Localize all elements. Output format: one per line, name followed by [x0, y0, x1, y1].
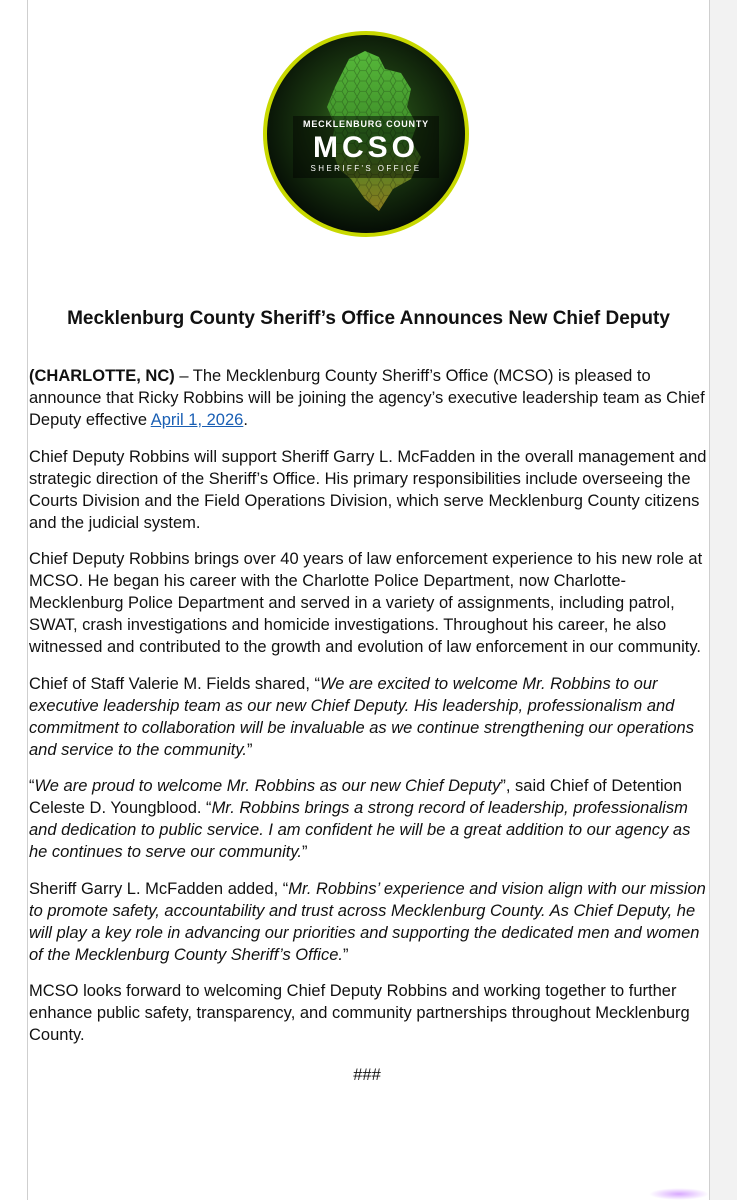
- fields-end: ”: [246, 740, 253, 759]
- page-margin-line: [27, 0, 28, 1200]
- fields-lead: Chief of Staff Valerie M. Fields shared, “: [29, 674, 321, 693]
- paragraph-mcfadden-quote: [29, 878, 713, 966]
- mcso-seal-graphic: [261, 29, 471, 239]
- paragraph-experience: Chief Deputy Robbins brings over 40 years of law enforcement experience to his new role at MCSO. He began his career with the Charlotte Police Department, now Charlotte-Mecklenburg Police Department and served in a variety of assignments, including patrol, SWAT, crash investigations and homicide investigations. Throughout his career, he also witnessed and contributed to the growth and evolution of law enforcement in our community.: [29, 550, 703, 656]
- paragraph-fields-quote: [29, 673, 713, 761]
- youngblood-open: “: [29, 777, 35, 795]
- headline: Mecklenburg County Sheriff’s Office Announces New Chief Deputy: [67, 308, 670, 329]
- logo-top-text: MECKLENBURG COUNTY: [303, 119, 429, 129]
- logo-main-text: MCSO: [313, 131, 419, 164]
- dateline: (CHARLOTTE, NC): [29, 367, 175, 385]
- youngblood-quote-1: We are proud to welcome Mr. Robbins as our new Chief Deputy: [34, 777, 501, 795]
- youngblood-quote-2: Mr. Robbins brings a strong record of leadership, professionalism and dedication to public service. I am confident he will be a great addition to our agency as he continues to serve our community.: [29, 799, 691, 861]
- paragraph-intro: [29, 365, 713, 431]
- intro-text: – The Mecklenburg County Sheriff’s Office (MCSO) is pleased to announce that Ricky Robbins will be joining the agency’s executive leadership team as Chief Deputy effective: [29, 367, 705, 429]
- paragraph-youngblood-quote: [29, 775, 713, 863]
- logo-bottom-text: SHERIFF'S OFFICE: [310, 164, 422, 173]
- fields-quote: We are excited to welcome Mr. Robbins to our executive leadership team as our new Chief Deputy. His leadership, professionalism and commitment to collaboration will be invaluable as we continue strengthening our operations and service to the community.: [29, 674, 694, 759]
- mcfadden-quote: Mr. Robbins’ experience and vision align with our mission to promote safety, accountability and trust across Mecklenburg County. As Chief Deputy, he will play a key role in advancing our priorities and supporting the dedicated men and women of the Mecklenburg County Sheriff’s Office.: [29, 879, 706, 964]
- youngblood-end: ”: [302, 843, 308, 861]
- mcfadden-lead: Sheriff Garry L. McFadden added, “: [29, 879, 289, 898]
- mcfadden-end: ”: [342, 945, 349, 964]
- paragraph-responsibilities: Chief Deputy Robbins will support Sheriff Garry L. McFadden in the overall management and strategic direction of the Sheriff’s Office. His primary responsibilities include overseeing the Courts Division and the Field Operations Division, which serve Mecklenburg County citizens and the judicial system.: [29, 447, 707, 532]
- article-body: [29, 365, 713, 1086]
- effective-date-link[interactable]: April 1, 2026: [150, 411, 244, 429]
- corner-glow: [649, 1188, 709, 1200]
- end-mark: ###: [353, 1066, 381, 1084]
- mcso-logo: [261, 29, 471, 239]
- youngblood-mid: ”, said Chief of Detention Celeste D. Youngblood. “: [29, 777, 682, 817]
- intro-end: .: [243, 411, 248, 429]
- paragraph-closing: MCSO looks forward to welcoming Chief Deputy Robbins and working together to further enhance public safety, transparency, and community partnerships throughout Mecklenburg County.: [29, 982, 690, 1044]
